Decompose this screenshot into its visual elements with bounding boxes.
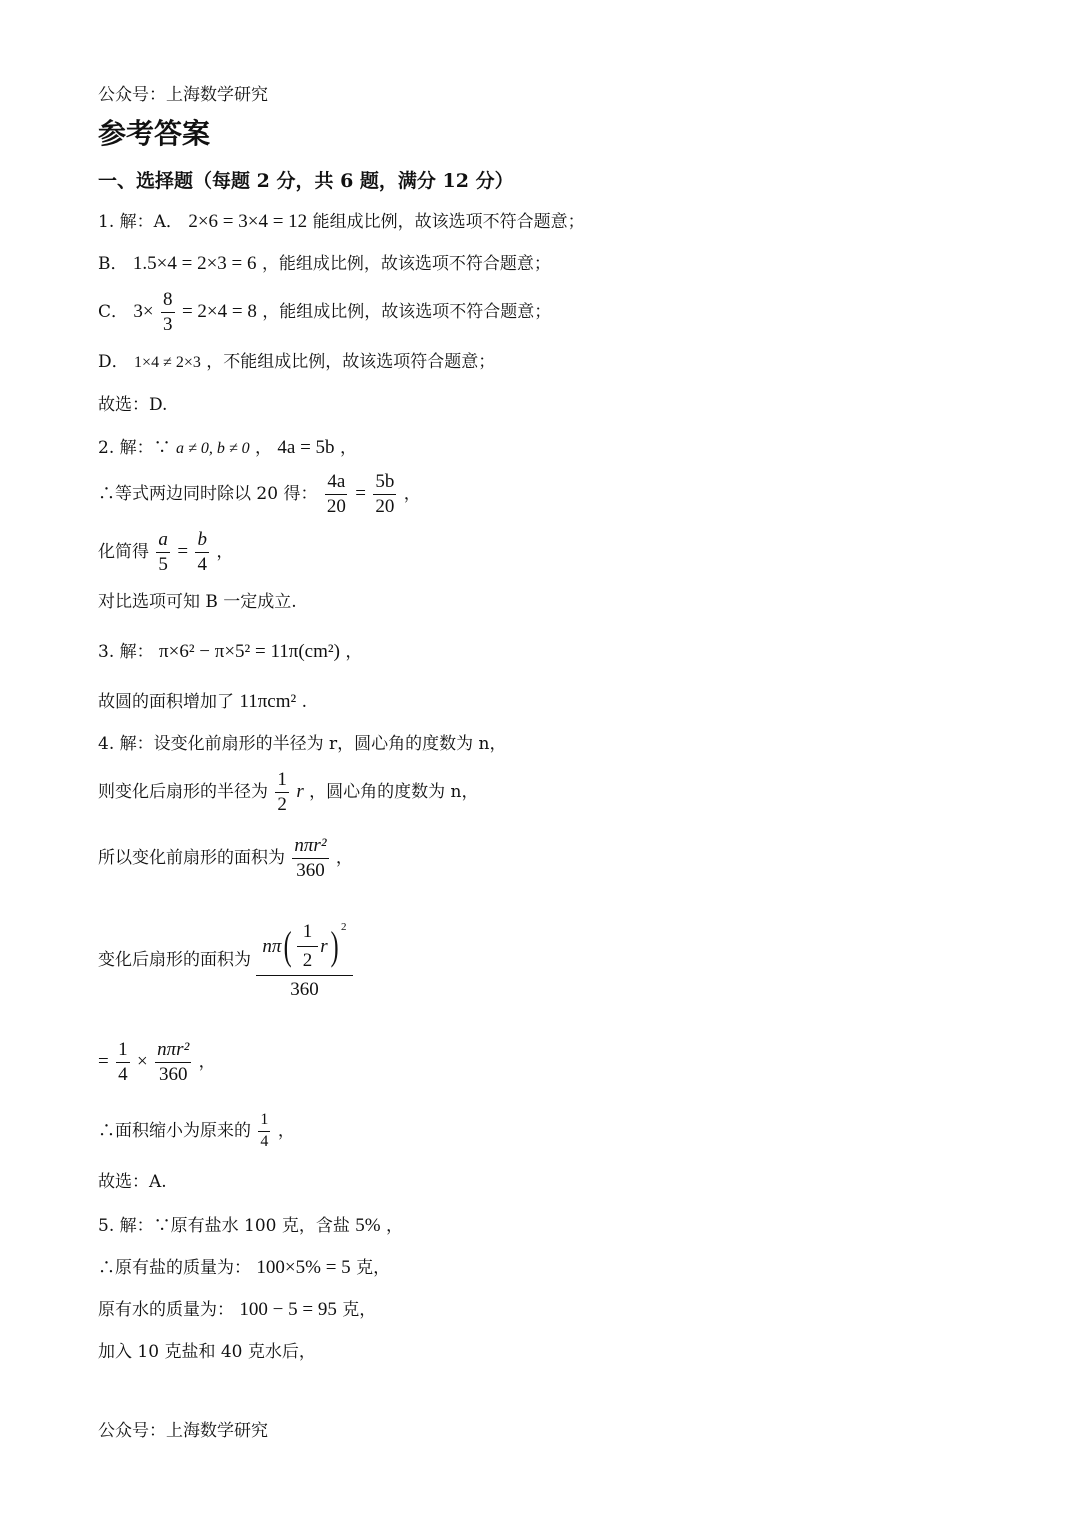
q4-line5-eq: = [98,1050,109,1072]
q2-f2-den: 20 [375,495,395,517]
q5-line1 [98,1216,403,1235]
q2-line2 [98,472,421,517]
q4-area-num-2: nπr² [155,1040,191,1063]
q4-line2-var: r [296,780,304,802]
q3-prefix: 3. 解： [98,642,154,662]
q3-math: π×6² − π×5² = 11π(cm²) [159,641,340,662]
q4-comma1: ， [335,847,353,868]
q4-line6-pre: ∴面积缩小为原来的 [98,1120,251,1141]
q2-line3-text: 化简得 [98,541,149,562]
q1-c-fraction [161,290,175,335]
q3-line2 [98,692,307,711]
q2-line3 [98,530,233,575]
q2-eq: 4a = 5b [277,437,335,458]
q2-frac-left [325,472,348,517]
q4-half-den: 2 [277,793,287,815]
q4-answer: 故选：A. [98,1172,167,1192]
q4-big-den: 360 [290,978,319,1000]
q4-area-den: 360 [296,859,325,881]
q2-frac-right [373,472,396,517]
q4-line6 [98,1112,295,1151]
q5-line1-pre: 5. 解：∵原有盐水 100 克，含盐 [98,1216,350,1236]
q3-line1 [98,642,362,661]
q3-line2-end: . [301,692,308,712]
q4-quarter-num: 1 [116,1040,130,1063]
q2-f2-num: 5b [373,472,396,495]
q2-line4: 对比选项可知 B 一定成立. [98,592,297,612]
q1-b-text: ，能组成比例，故该选项不符合题意； [261,254,551,274]
q1-b-math: 1.5×4 = 2×3 = 6 [132,253,257,274]
q4-times: × [137,1050,148,1072]
q2-comma: ， [403,483,421,504]
q4-area-fraction [292,836,328,881]
q2-g1-num: a [156,530,170,553]
q1-option-d [98,354,495,371]
q4-quarter-den: 4 [118,1063,128,1085]
q3-line2-pre: 故圆的面积增加了 [98,692,234,712]
q4-right-paren: ) [330,923,339,969]
q1-option-a [98,212,585,231]
q4-comma3: ， [277,1120,295,1141]
q4-inner-den: 2 [302,949,313,971]
q1-option-c [98,290,551,335]
q1-option-b [98,254,551,273]
q2-f1-den: 20 [326,495,346,517]
section-heading: 一、选择题（每题 2 分，共 6 题，满分 12 分） [98,170,514,192]
q4-line3 [98,836,353,881]
q1-c-num: 8 [161,290,175,313]
q4-area-num: nπr² [292,836,328,859]
q1-c-post: = 2×4 = 8 [181,300,257,322]
q4-result-fraction [258,1112,270,1151]
q1-d-label: D． [98,352,129,372]
q4-inner-fraction [297,922,319,971]
q2-simp-right [195,530,209,575]
q4-line2 [98,770,478,815]
q4-quarter-fraction [116,1040,130,1085]
q5-line2 [98,1258,390,1277]
q2-simp-left [156,530,170,575]
q1-a-math: 2×6 = 3×4 = 12 [188,211,308,232]
q1-c-pre: 3× [133,300,154,322]
q1-a-text: 能组成比例，故该选项不符合题意； [312,212,585,232]
q4-inner-var: r [320,935,328,957]
q4-big-numerator [256,922,352,976]
page-header: 公众号：上海数学研究 [98,85,268,105]
q2-g2-den: 4 [197,553,207,575]
q4-result-den: 4 [260,1132,269,1150]
q4-line4-pre: 变化后扇形的面积为 [98,949,251,970]
q5-line3-math: 100 − 5 = 95 [239,1299,337,1320]
q5-line2-pre: ∴原有盐的质量为： [98,1258,251,1278]
q4-line2-pre: 则变化后扇形的半径为 [98,781,268,802]
q2-line1 [98,438,357,457]
q4-comma2: ， [198,1051,216,1072]
q4-result-num: 1 [258,1112,270,1132]
q5-line2-math: 100×5% = 5 [256,1257,351,1278]
q2-f1-num: 4a [325,472,347,495]
q1-c-den: 3 [163,313,173,335]
q4-area-den-2: 360 [158,1063,188,1085]
q2-sep: ， [255,438,272,458]
q4-line3-pre: 所以变化前扇形的面积为 [98,847,285,868]
q2-prefix: 2. 解：∵ [98,438,171,458]
q3-line2-math: 11πcm² [239,691,297,712]
q2-equals: = [355,482,366,504]
q1-d-text: ，不能组成比例，故该选项符合题意； [206,352,496,372]
q1-c-label: C． [98,301,129,322]
q2-comma2: ， [216,541,234,562]
q4-line4 [98,922,353,999]
q4-half-num: 1 [275,770,289,793]
q4-line1: 4. 解：设变化前扇形的半径为 r，圆心角的度数为 n， [98,734,507,754]
q5-line4: 加入 10 克盐和 40 克水后， [98,1342,316,1362]
q2-g1-den: 5 [158,553,168,575]
q4-line5 [98,1040,216,1085]
q5-line1-math: 5% [355,1215,381,1236]
q2-cond: a ≠ 0, b ≠ 0 [176,440,250,457]
q4-half-fraction [275,770,289,815]
q1-prefix: 1. 解：A． [98,212,183,232]
q2-line2-text: ∴等式两边同时除以 20 得： [98,483,318,504]
q2-g2-num: b [195,530,209,553]
q5-line3-pre: 原有水的质量为： [98,1300,234,1320]
q4-inner-num: 1 [297,922,319,947]
q4-big-n: nπ [262,935,282,957]
page-title: 参考答案 [98,117,211,150]
q5-line3-end: 克， [342,1300,377,1320]
q2-end: ， [339,438,357,458]
page-footer: 公众号：上海数学研究 [98,1421,268,1441]
q4-left-paren: ( [284,923,293,969]
q2-equals2: = [177,540,189,562]
q5-line1-end: ， [386,1216,404,1236]
q3-comma: ， [345,642,363,662]
q4-big-fraction [256,922,352,999]
q1-c-text: ，能组成比例，故该选项不符合题意； [262,301,552,322]
q1-answer: 故选：D. [98,395,168,415]
q4-area-fraction-2 [155,1040,191,1085]
q1-d-math: 1×4 ≠ 2×3 [134,354,201,371]
q4-line2-post: ，圆心角的度数为 n， [309,781,479,802]
q1-b-label: B． [98,254,128,274]
q5-line2-end: 克， [356,1258,391,1278]
q4-big-exp: 2 [341,921,347,933]
q5-line3 [98,1300,376,1319]
